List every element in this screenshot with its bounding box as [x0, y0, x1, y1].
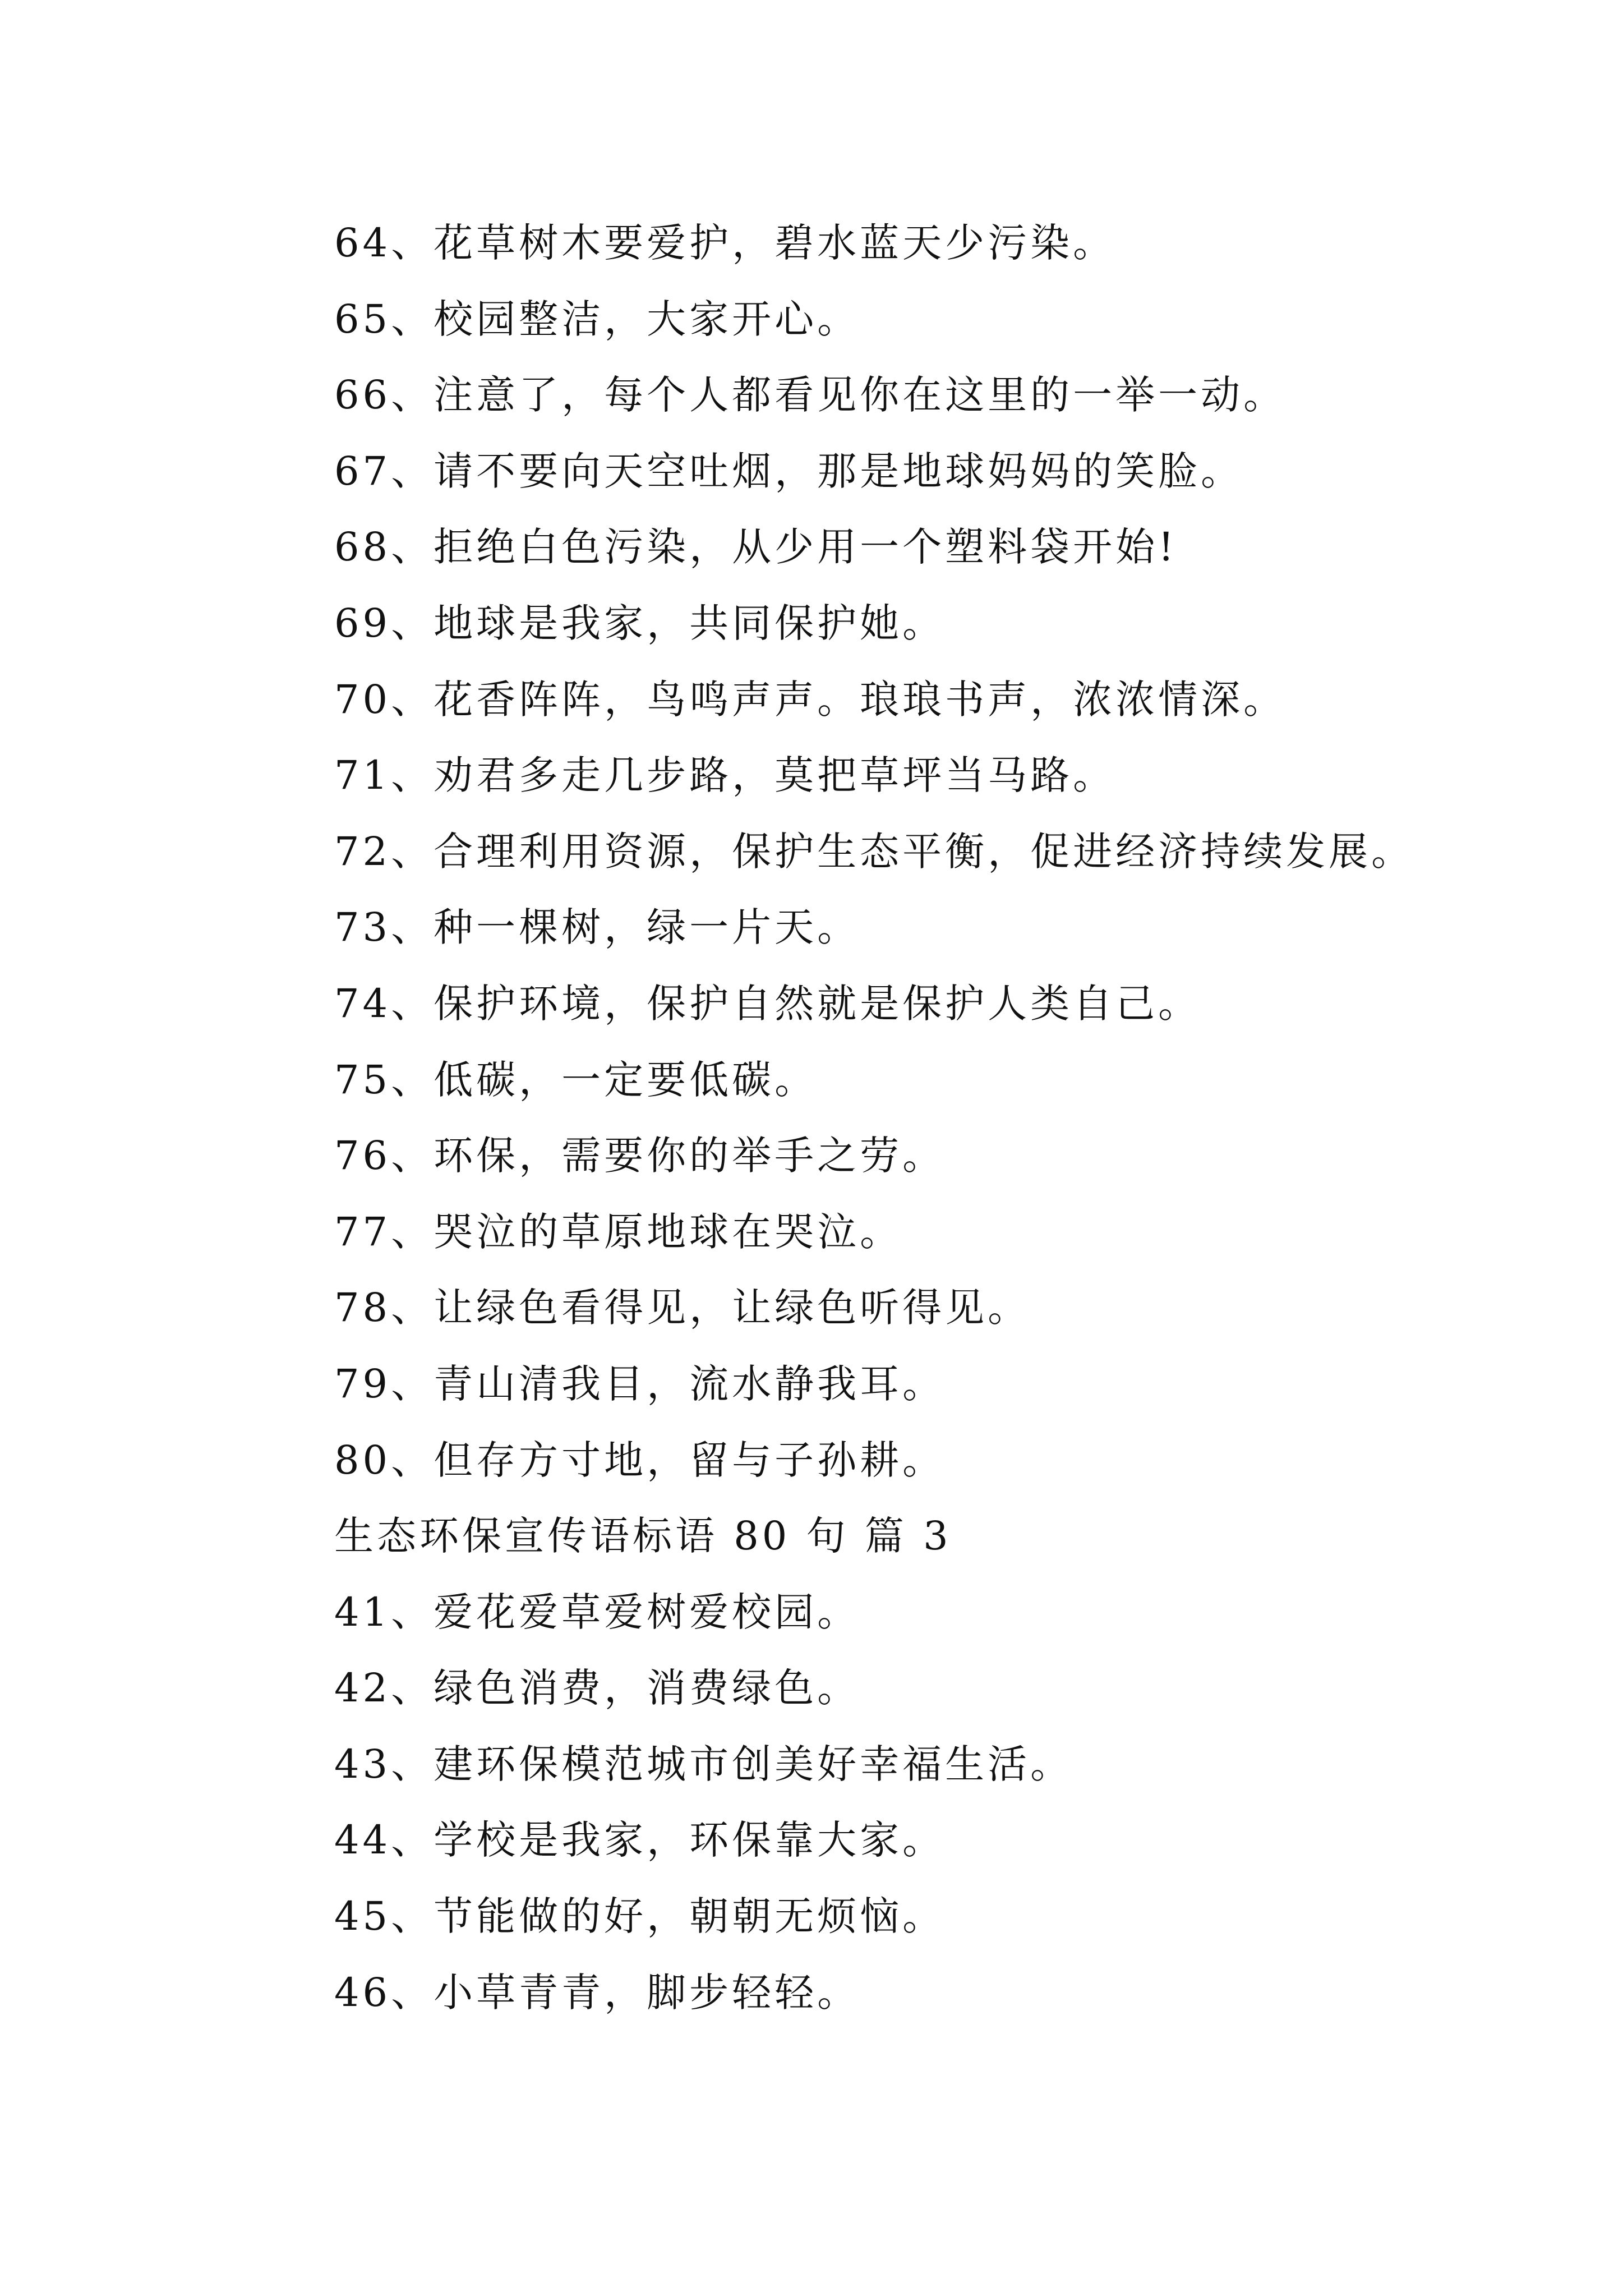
- slogan-67: 67、请不要向天空吐烟，那是地球妈妈的笑脸。: [334, 448, 1244, 494]
- section-heading: 生态环保宣传语标语 80 句 篇 3: [334, 1513, 952, 1559]
- slogan-72: 72、合理利用资源，保护生态平衡，促进经济持续发展。: [334, 828, 1414, 875]
- slogan-69: 69、地球是我家，共同保护她。: [334, 600, 946, 646]
- slogan-65: 65、校园整洁，大家开心。: [334, 296, 860, 342]
- slogan-42: 42、绿色消费，消费绿色。: [334, 1665, 860, 1711]
- slogan-66: 66、注意了，每个人都看见你在这里的一举一动。: [334, 372, 1287, 418]
- slogan-77: 77、哭泣的草原地球在哭泣。: [334, 1208, 903, 1255]
- document-body: [334, 205, 1512, 2031]
- slogan-70: 70、花香阵阵，鸟鸣声声。琅琅书声，浓浓情深。: [334, 676, 1287, 723]
- slogan-45: 45、节能做的好，朝朝无烦恼。: [334, 1893, 946, 1940]
- slogan-76: 76、环保，需要你的举手之劳。: [334, 1133, 946, 1179]
- slogan-79: 79、青山清我目，流水静我耳。: [334, 1360, 946, 1407]
- slogan-78: 78、让绿色看得见，让绿色听得见。: [334, 1285, 1031, 1331]
- slogan-74: 74、保护环境，保护自然就是保护人类自己。: [334, 980, 1201, 1027]
- slogan-71: 71、劝君多走几步路，莫把草坪当马路。: [334, 752, 1116, 799]
- slogan-43: 43、建环保模范城市创美好幸福生活。: [334, 1741, 1073, 1787]
- slogan-68: 68、拒绝白色污染，从少用一个塑料袋开始!: [334, 524, 1178, 570]
- slogan-75: 75、低碳，一定要低碳。: [334, 1056, 818, 1103]
- slogan-41: 41、爱花爱草爱树爱校园。: [334, 1589, 860, 1635]
- slogan-73: 73、种一棵树，绿一片天。: [334, 904, 860, 951]
- slogan-46: 46、小草青青，脚步轻轻。: [334, 1969, 860, 2016]
- slogan-44: 44、学校是我家，环保靠大家。: [334, 1817, 946, 1864]
- slogan-80: 80、但存方寸地，留与子孙耕。: [334, 1437, 946, 1483]
- slogan-64: 64、花草树木要爱护，碧水蓝天少污染。: [334, 220, 1116, 266]
